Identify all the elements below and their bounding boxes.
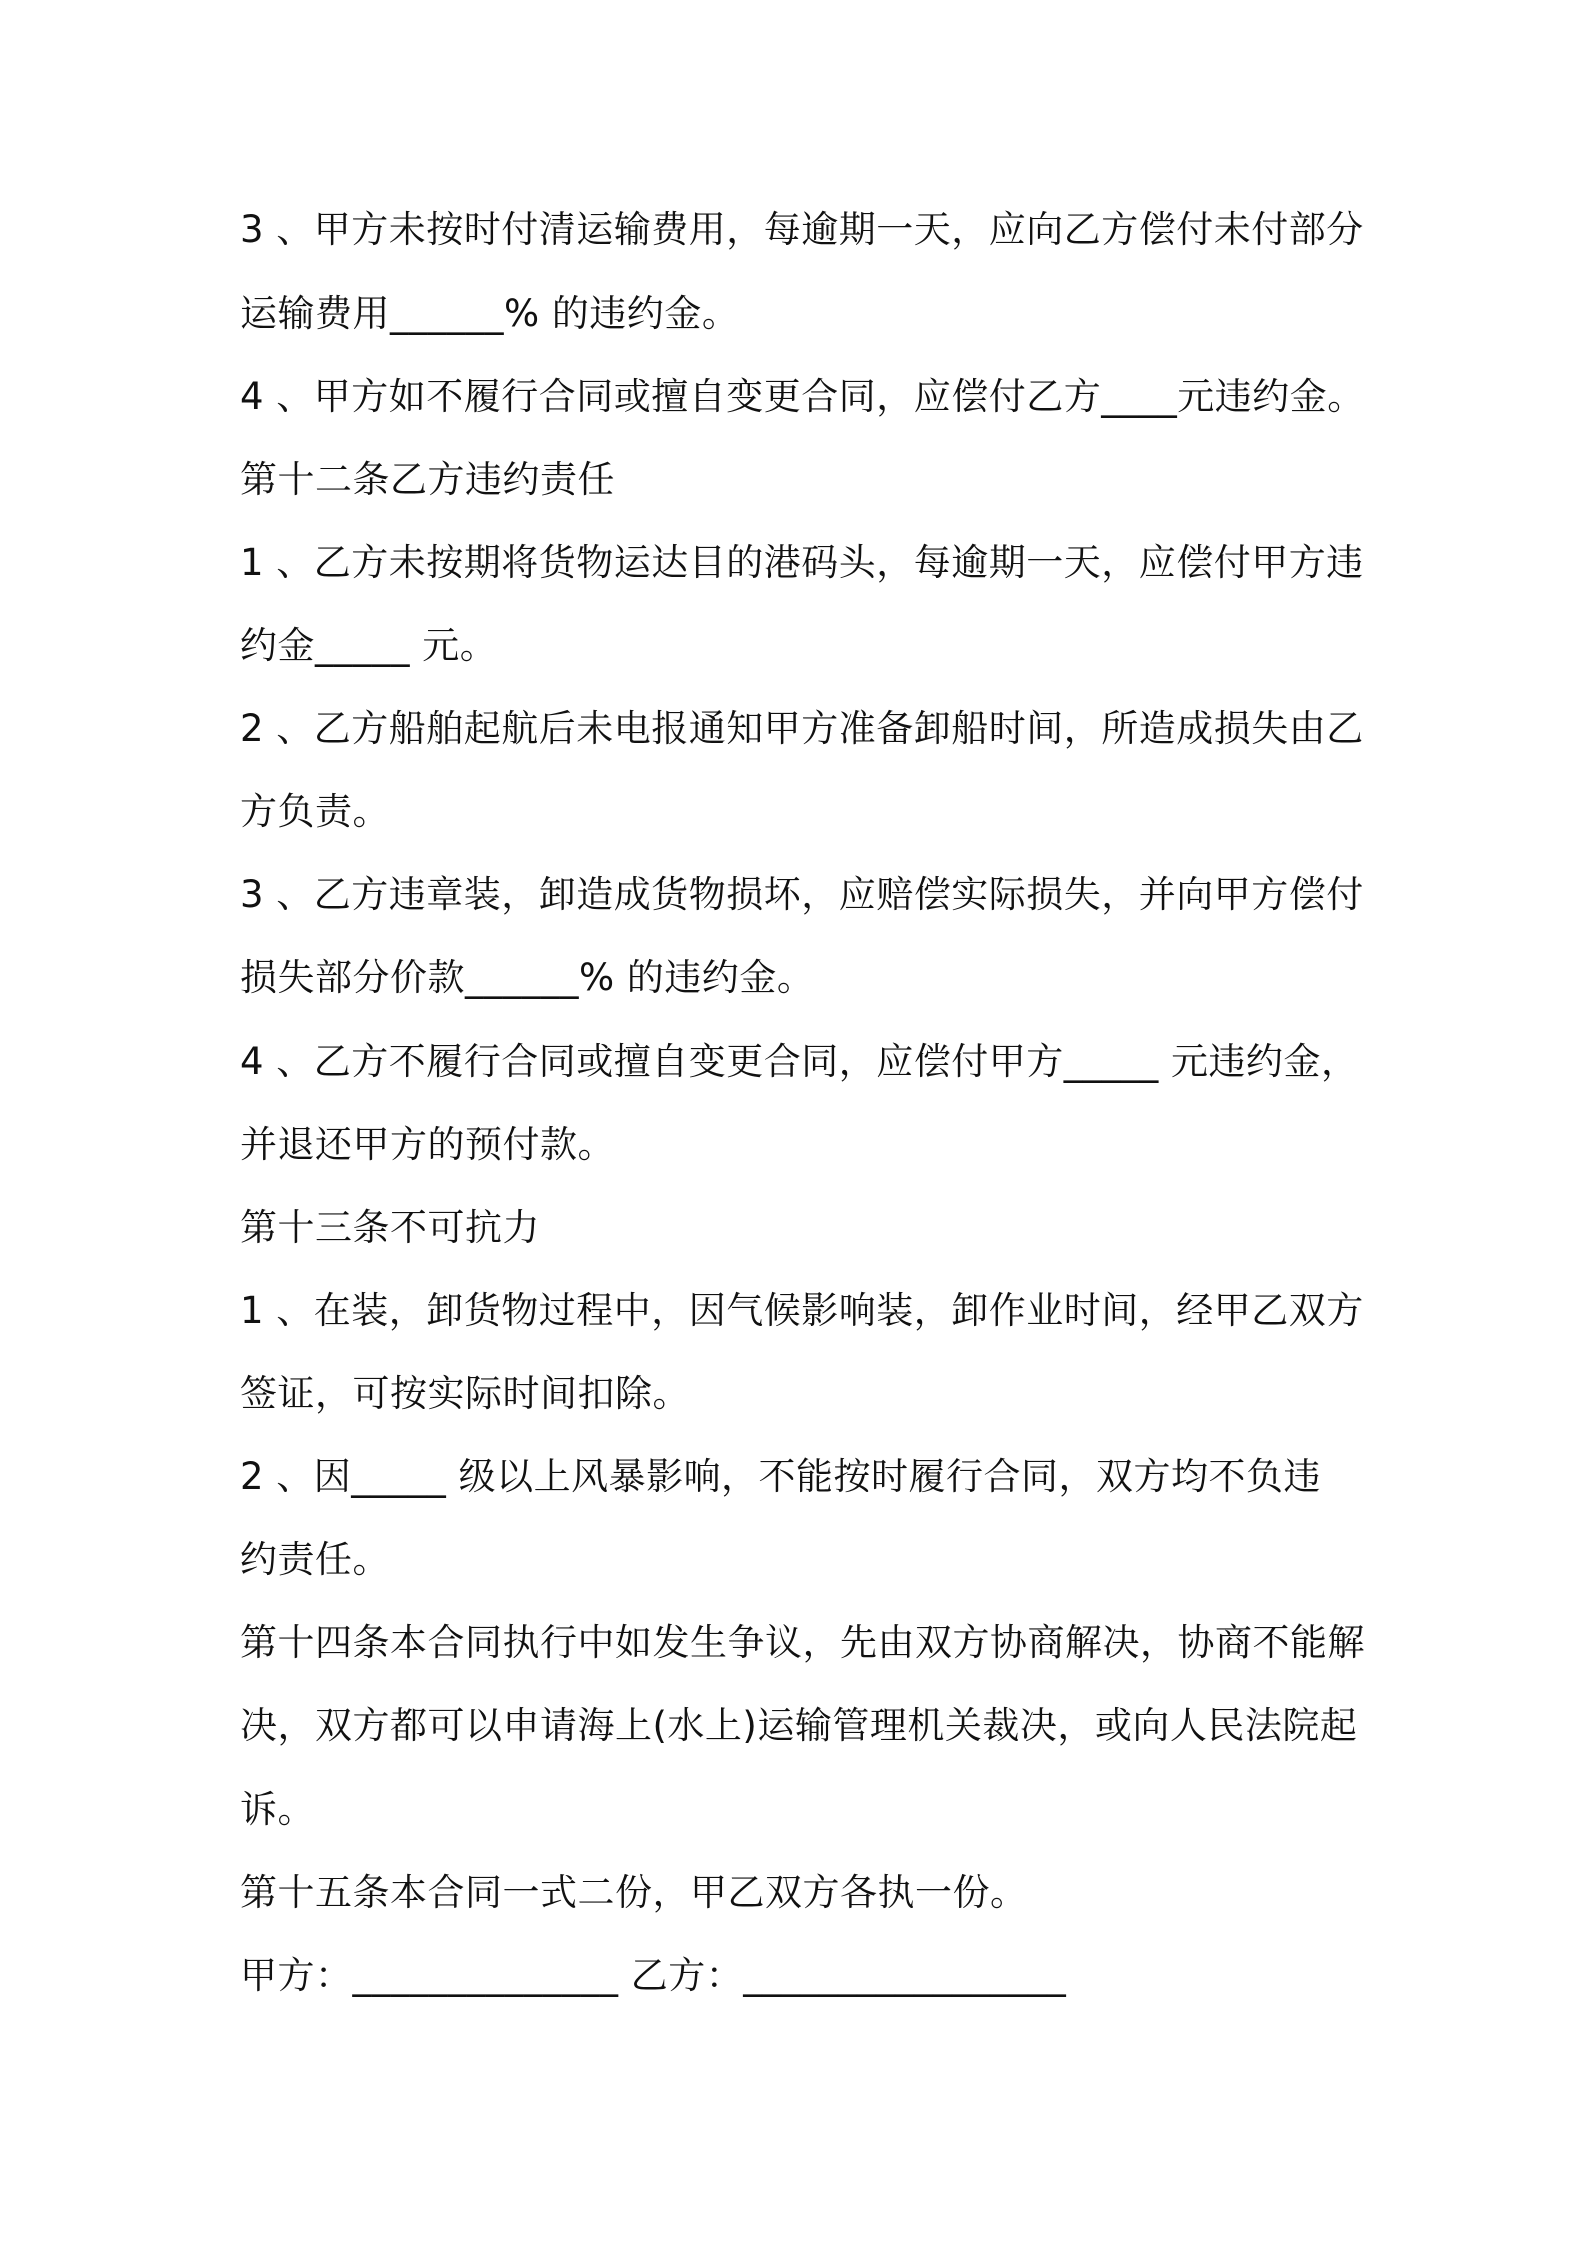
signature-line: 甲方：______________ 乙方：_________________ xyxy=(240,1954,1067,1997)
clause-line: 3 、甲方未按时付清运输费用，每逾期一天，应向乙方偿付未付部分 xyxy=(240,208,1364,251)
article-line: 诉。 xyxy=(240,1788,315,1831)
clause-line: 约责任。 xyxy=(240,1538,390,1581)
article-line: 第十五条本合同一式二份，甲乙双方各执一份。 xyxy=(240,1871,1028,1914)
clause-line: 2 、因_____ 级以上风暴影响，不能按时履行合同，双方均不负违 xyxy=(240,1455,1322,1498)
clause-line: 方负责。 xyxy=(240,790,390,833)
clause-line: 损失部分价款______% 的违约金。 xyxy=(240,956,815,999)
clause-line: 约金_____ 元。 xyxy=(240,624,498,667)
clause-line: 3 、乙方违章装，卸造成货物损坏，应赔偿实际损失，并向甲方偿付 xyxy=(240,873,1364,916)
clause-line: 2 、乙方船舶起航后未电报通知甲方准备卸船时间，所造成损失由乙 xyxy=(240,707,1364,750)
article-heading: 第十二条乙方违约责任 xyxy=(240,458,615,501)
clause-line: 4 、乙方不履行合同或擅自变更合同，应偿付甲方_____ 元违约金， xyxy=(240,1040,1359,1083)
clause-line: 签证，可按实际时间扣除。 xyxy=(240,1372,690,1415)
clause-line: 1 、乙方未按期将货物运达目的港码头，每逾期一天，应偿付甲方违 xyxy=(240,541,1364,584)
article-heading: 第十三条不可抗力 xyxy=(240,1206,540,1249)
clause-line: 并退还甲方的预付款。 xyxy=(240,1123,615,1166)
article-line: 第十四条本合同执行中如发生争议，先由双方协商解决，协商不能解 xyxy=(240,1621,1365,1664)
clause-line: 4 、甲方如不履行合同或擅自变更合同，应偿付乙方____元违约金。 xyxy=(240,375,1365,418)
article-line: 决，双方都可以申请海上(水上)运输管理机关裁决，或向人民法院起 xyxy=(240,1704,1358,1747)
clause-line: 1 、在装，卸货物过程中，因气候影响装，卸作业时间，经甲乙双方 xyxy=(240,1289,1364,1332)
clause-line: 运输费用______% 的违约金。 xyxy=(240,292,740,335)
